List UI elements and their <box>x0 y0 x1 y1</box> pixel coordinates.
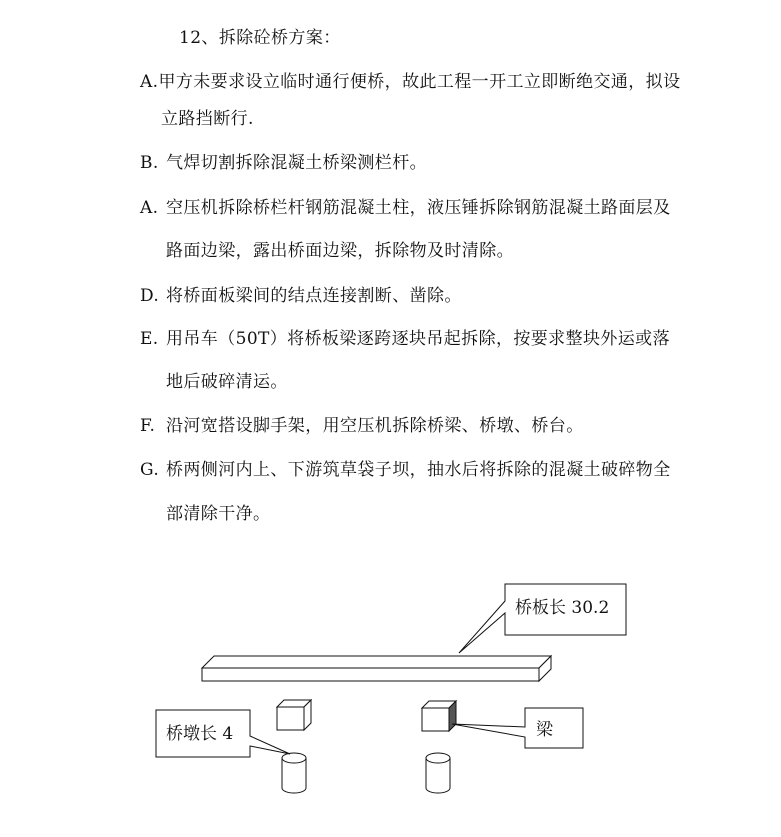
callout-pier <box>156 710 290 757</box>
list-marker: E. <box>140 329 159 349</box>
callout-slab-box <box>459 584 626 653</box>
list-marker: A. <box>140 198 159 218</box>
list-text: 桥两侧河内上、下游筑草袋子坝，抽水后将拆除的混凝土破碎物全 <box>166 460 671 480</box>
pier-right-top <box>426 753 450 763</box>
pier-left-top <box>282 753 306 763</box>
list-text: 用吊车（50T）将桥板梁逐跨逐块吊起拆除，按要求整块外运或落 <box>166 329 670 349</box>
list-marker: B. <box>140 153 159 173</box>
list-item-a1-line2: 立路挡断行. <box>161 109 254 129</box>
list-text: 空压机拆除桥栏杆钢筋混凝土柱，液压锤拆除钢筋混凝土路面层及 <box>166 198 671 218</box>
section-heading: 12、拆除砼桥方案： <box>179 28 341 48</box>
callout-beam-label: 梁 <box>536 720 553 740</box>
list-text: 气焊切割拆除混凝土桥梁测栏杆。 <box>166 153 427 173</box>
list-text: 甲方未要求设立临时通行便桥，故此工程一开工立即断绝交通，拟设 <box>158 72 681 92</box>
callout-beam-box <box>452 708 583 748</box>
list-text: 将桥面板梁间的结点连接割断、凿除。 <box>166 286 462 306</box>
list-marker: G. <box>140 460 160 480</box>
beam-block-left <box>277 700 311 730</box>
beam-block-left-front <box>277 707 304 730</box>
pier-right <box>426 753 450 793</box>
list-item-g-line2: 部清除干净。 <box>166 504 271 524</box>
list-text: 沿河宽搭设脚手架，用空压机拆除桥梁、桥墩、桥台。 <box>166 416 584 436</box>
beam-block-right-front <box>422 708 449 731</box>
list-marker: D. <box>140 286 160 306</box>
beam-block-right <box>422 701 456 731</box>
callout-pier-label: 桥墩长 4 <box>166 724 234 744</box>
list-item-e-line2: 地后破碎清运。 <box>166 372 288 392</box>
list-item-a2-line2: 路面边梁，露出桥面边梁，拆除物及时清除。 <box>166 241 514 261</box>
bridge-slab-front <box>202 668 539 681</box>
callout-slab <box>459 584 626 653</box>
callout-slab-label: 桥板长 30.2 <box>515 598 610 618</box>
callout-beam <box>452 708 583 748</box>
bridge-slab-top <box>202 656 551 668</box>
list-marker: A. <box>140 72 159 92</box>
bridge-slab <box>202 656 551 681</box>
pier-left <box>282 753 306 793</box>
list-marker: F. <box>140 416 156 436</box>
